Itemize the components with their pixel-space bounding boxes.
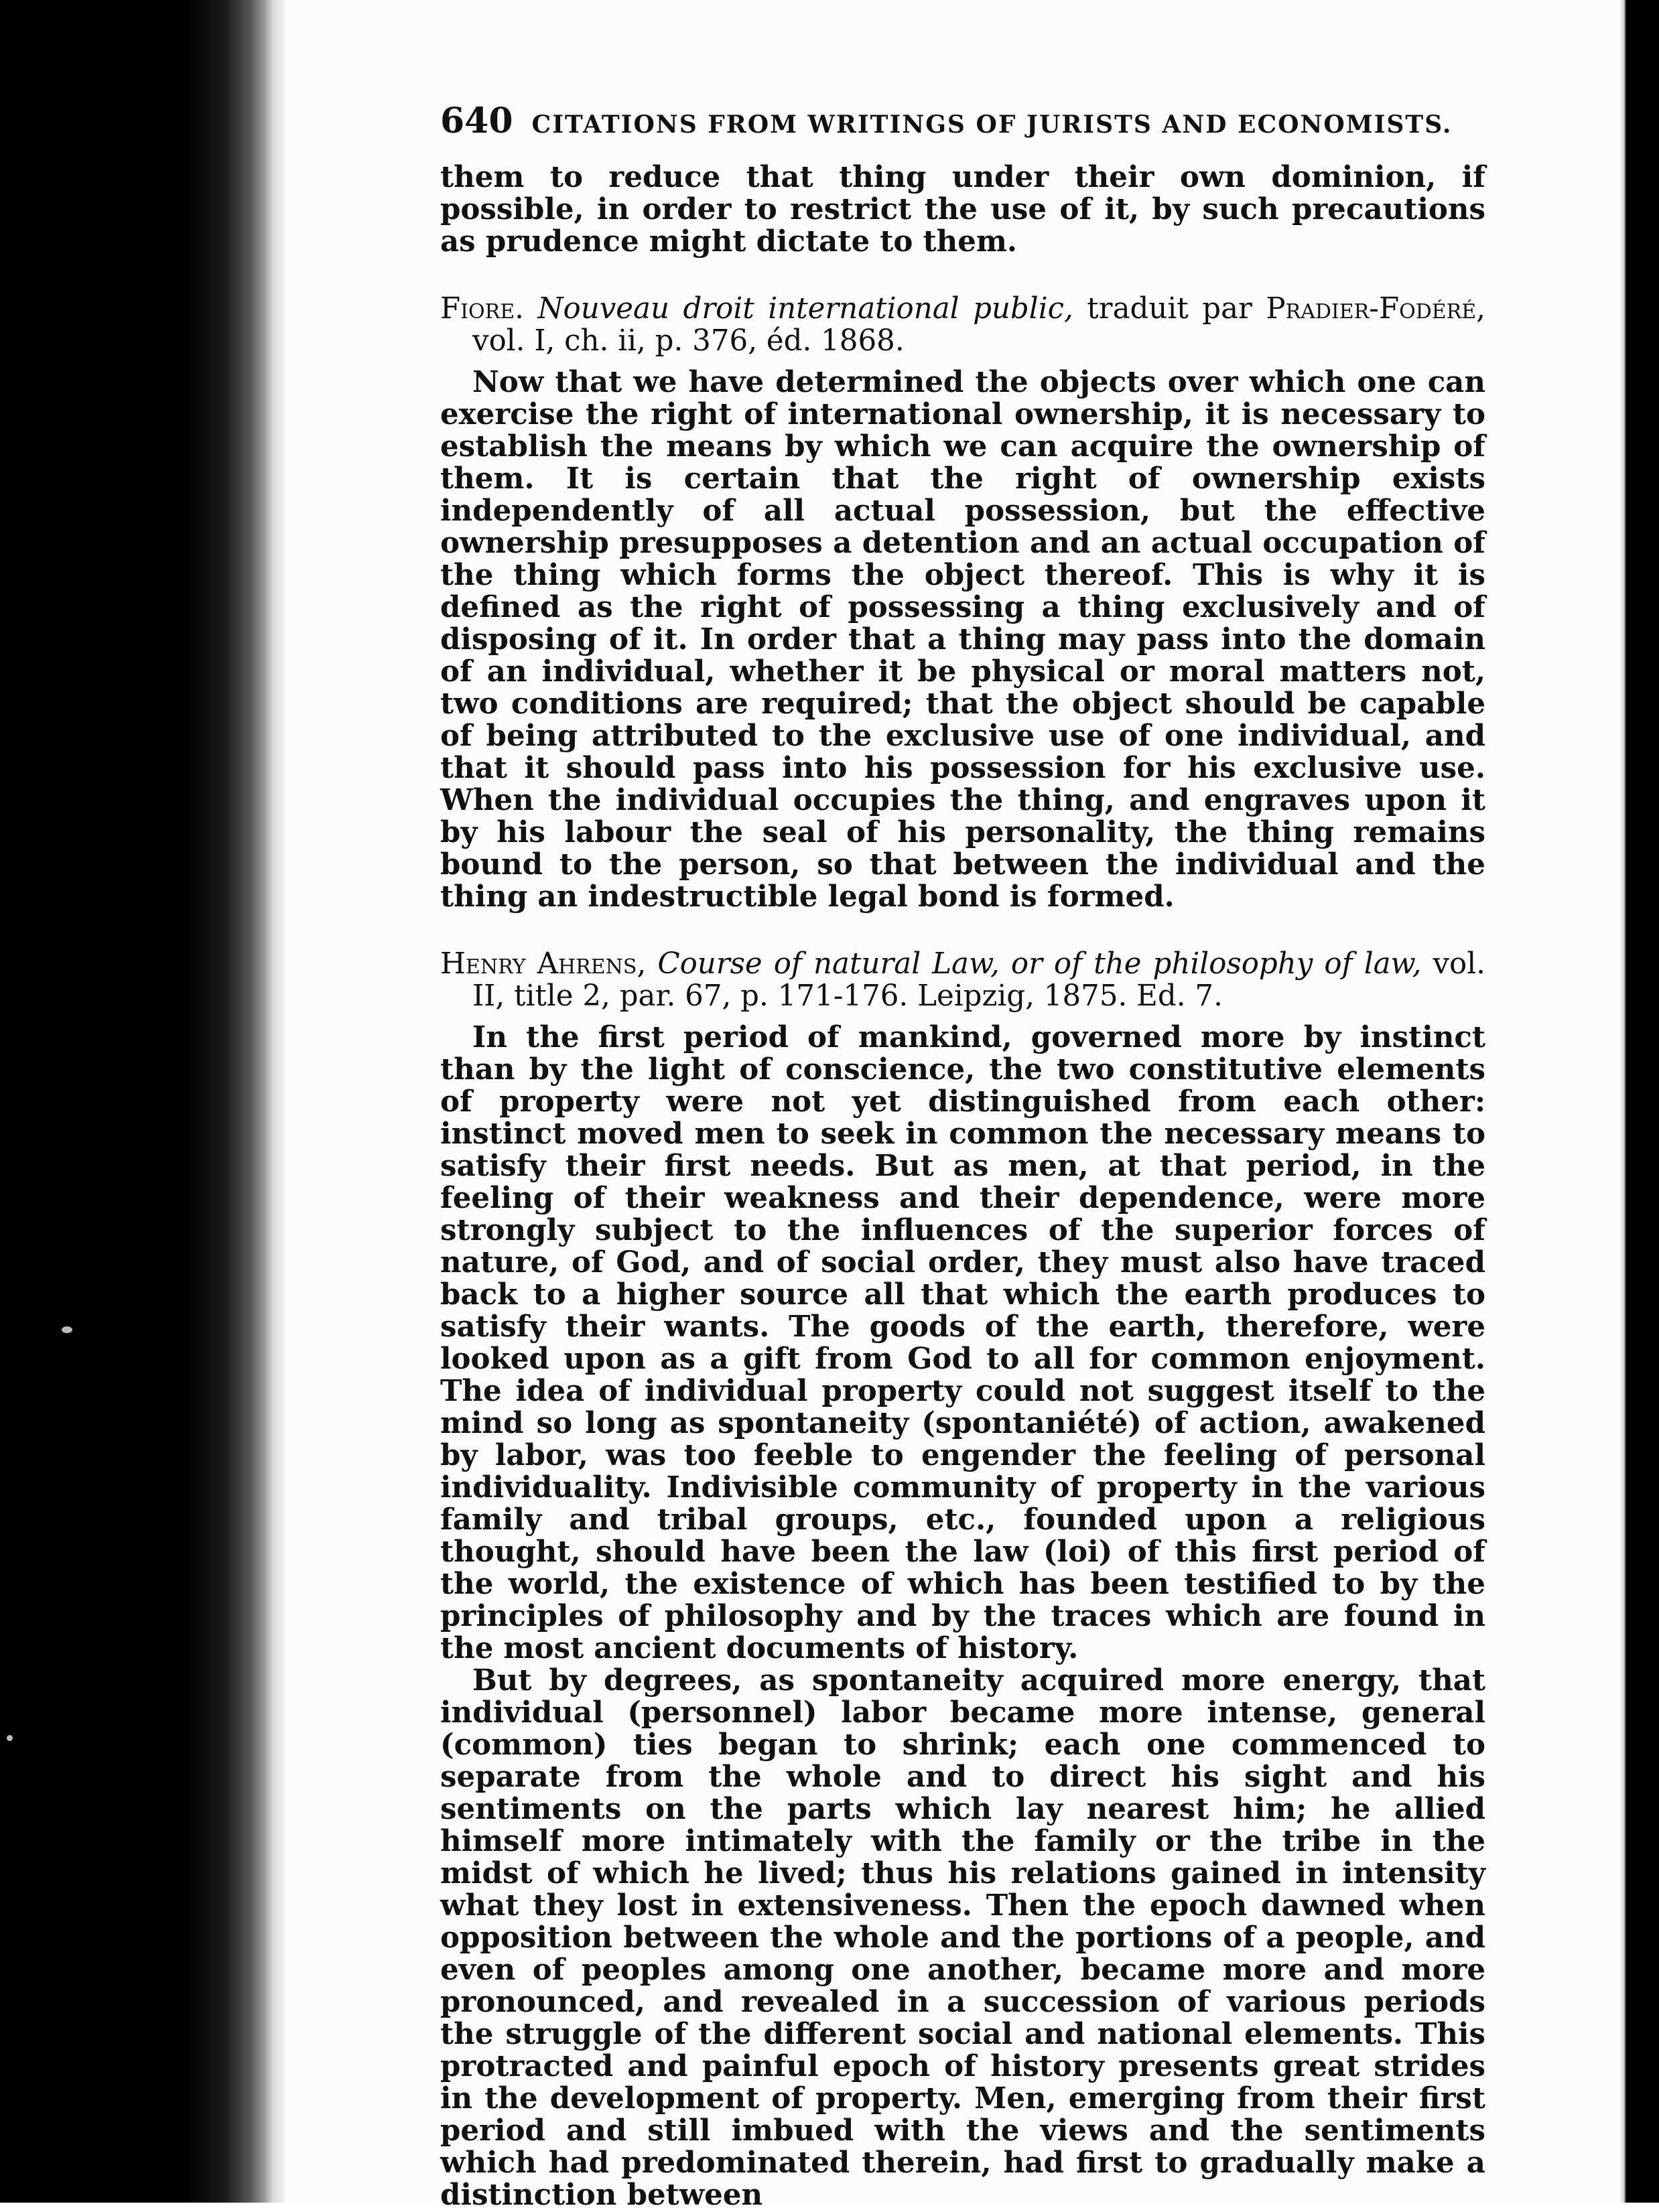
citation-author: Henry Ahrens, bbox=[440, 947, 647, 981]
page-content bbox=[440, 100, 1485, 2211]
scan-margin-left bbox=[0, 0, 265, 2203]
scan-speck bbox=[62, 1326, 72, 1333]
citation-details: vol. I, ch. ii, p. 376, éd. 1868. bbox=[472, 324, 905, 358]
citation-details: vol. II, title 2, par. 67, p. 171-176. Leipzig, 1875. Ed. 7. bbox=[472, 947, 1485, 1013]
citation-text: traduit par bbox=[1073, 292, 1266, 326]
citation-fiore bbox=[440, 293, 1485, 357]
scan-margin-right bbox=[1620, 0, 1659, 2203]
body-paragraph: But by degrees, as spontaneity acquired more energy, that individual (personnel) labor became more intense, general (common) ties began to shrink; each one commenced to separate from the whole and to direct his sight and his sentiments on the parts which lay nearest him; he allied himself more intimately with the family or the tribe in the midst of which he lived; thus his relations gained in intensity what they lost in extensiveness. Then the epoch dawned when opposition between the whole and the portions of a people, and even of peoples among one another, became more and more pronounced, and revealed in a succession of various periods the struggle of the different social and national elements. This protracted and painful epoch of history presents great strides in the development of property. Men, emerging from their first period and still imbued with the views and the sentiments which had predominated therein, had first to gradually make a distinction between bbox=[440, 1663, 1485, 2212]
citation-author: Fiore. bbox=[440, 292, 524, 326]
citation-work-title: Nouveau droit international public, bbox=[537, 292, 1073, 326]
page bbox=[285, 0, 1620, 2212]
citation-translator: Pradier-Fodéré, bbox=[1266, 292, 1485, 326]
scan-speck bbox=[7, 1735, 13, 1741]
running-head-title: CITATIONS FROM WRITINGS OF JURISTS AND ECONOMISTS. bbox=[531, 111, 1453, 139]
continuation-paragraph: them to reduce that thing under their own dominion, if possible, in order to restrict the use of it, by such precautions as prudence might dictate to them. bbox=[440, 160, 1485, 259]
page-number: 640 bbox=[440, 100, 513, 141]
body-paragraph: Now that we have determined the objects over which one can exercise the right of international ownership, it is necessary to establish the means by which we can acquire the ownership of them. It is certain that the right of ownership exists independently of all actual possession, but the effective ownership presupposes a detention and an actual occupation of the thing which forms the object thereof. This is why it is defined as the right of possessing a thing exclusively and of disposing of it. In order that a thing may pass into the domain of an individual, whether it be physical or moral matters not, two conditions are required; that the object should be capable of being attributed to the exclusive use of one individual, and that it should pass into his possession for his exclusive use. When the individual occupies the thing, and engraves upon it by his labour the seal of his personality, the thing remains bound to the person, so that between the individual and the thing an indestructible legal bond is formed. bbox=[440, 365, 1485, 914]
citation-work-title: Course of natural Law, or of the philosophy of law, bbox=[657, 947, 1422, 981]
body-paragraph: In the first period of mankind, governed more by instinct than by the light of conscience, the two constitutive elements of property were not yet distinguished from each other: instinct moved men to seek in common the necessary means to satisfy their first needs. But as men, at that period, in the feeling of their weakness and their dependence, were more strongly subject to the influences of the superior forces of nature, of God, and of social order, they must also have traced back to a higher source all that which the earth produces to satisfy their wants. The goods of the earth, therefore, were looked upon as a gift from God to all for common enjoyment. The idea of individual property could not suggest itself to the mind so long as spontaneity (spontaniété) of action, awakened by labor, was too feeble to engender the feeling of personal individuality. Indivisible community of property in the various family and tribal groups, etc., founded upon a religious thought, should have been the law (loi) of this first period of the world, the existence of which has been testified to by the principles of philosophy and by the traces which are found in the most ancient documents of history. bbox=[440, 1020, 1485, 1665]
running-head bbox=[440, 100, 1485, 141]
page-edge-shadow bbox=[265, 0, 285, 2203]
citation-ahrens bbox=[440, 948, 1485, 1012]
